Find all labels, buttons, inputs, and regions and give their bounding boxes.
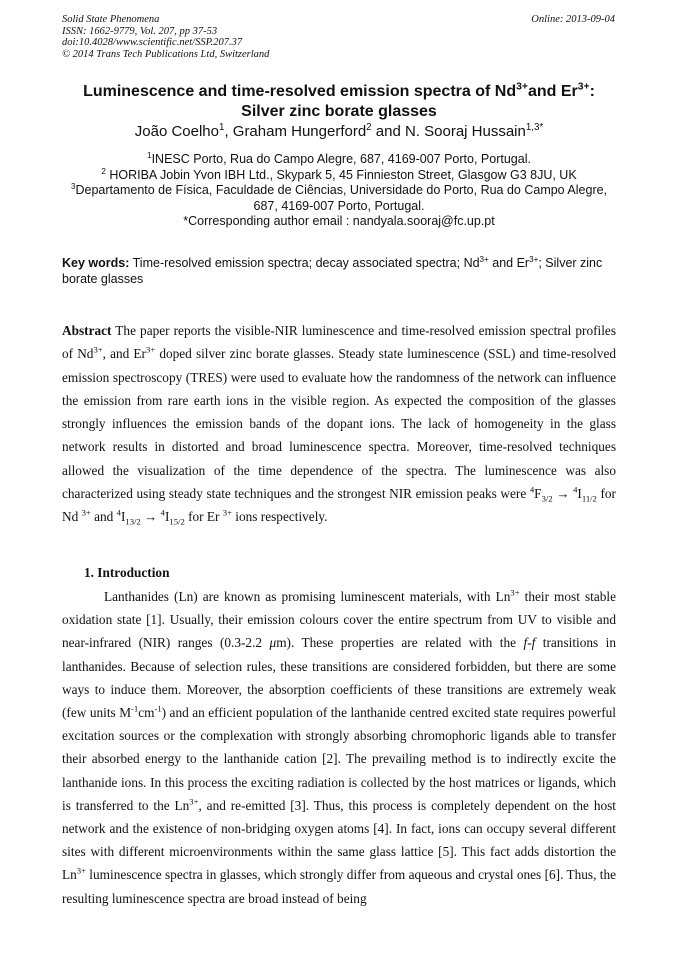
- affiliation-2: $^2$ HORIBA Jobin Yvon IBH Ltd., Skypark 5, 45 Finnieston Street, Glasgow G3 8JU, UK: [101, 166, 577, 182]
- keywords: Key words: Time-resolved emission spectra; decay associated spectra; $Nd^{3+}$ and $Er^{3+}$; Silver zinc borate glasses: [62, 254, 603, 286]
- title-line-2: Silver zinc borate glasses: [241, 103, 437, 120]
- introduction-body: [62, 585, 616, 910]
- doi-line: doi:10.4028/www.scientific.net/SSP.207.37: [62, 37, 243, 48]
- abstract: Abstract The paper reports the visible-NIR luminescence and time-resolved emission spectral profiles of $Nd^{3+}$, and $Er^{3+}$ doped silver zinc borate glasses. Steady state luminescence (SSL) and time-resolved emission spectroscopy (TRES) were used to evaluate how the randomness of the network can influence the emission from rare earth ions in the visible region. As expected the composition of the glasses strongly influences the emission bands of the dopant ions. The lack of homogeneity in the glass network results in distorted and broad luminescence spectra. Moreover, time-resolved techniques allowed the visualization of the time dependence of the spectra. The luminescence was also characterized using steady state techniques and the strongest NIR emission peaks were $^4F_{3/2} \to ^4I_{11/2}$ for Nd $^{3+}$ and $^4I_{13/2} \to ^4I_{15/2}$ for Er $^{3+}$ ions respectively.: [62, 323, 616, 528]
- paper-title: [62, 82, 616, 122]
- affiliations: [62, 152, 616, 230]
- affiliation-1: $^1$INESC Porto, Rua do Campo Alegre, 687, 4169-007 Porto, Portugal.: [147, 150, 531, 166]
- affiliation-3-cont: 687, 4169-007 Porto, Portugal.: [253, 198, 425, 213]
- author-list: João Coelho$^1$, Graham Hungerford$^2$ and N. Sooraj Hussain$^{1,3*}$: [134, 122, 544, 140]
- abstract-label: Abstract: [62, 323, 112, 338]
- online-date: Online: 2013-09-04: [531, 14, 615, 25]
- issn-line: ISSN: 1662-9779, Vol. 207, pp 37-53: [62, 25, 218, 37]
- affiliation-3: $^3$Departamento de Física, Faculdade de Ciências, Universidade do Porto, Rua do Campo Alegre,: [70, 181, 608, 197]
- corresponding-author: *Corresponding author email : nandyala.sooraj@fc.up.pt: [183, 214, 495, 228]
- section-heading-introduction: 1. Introduction: [84, 565, 170, 580]
- copyright-line: © 2014 Trans Tech Publications Ltd, Switzerland: [62, 48, 270, 60]
- journal-name: Solid State Phenomena: [62, 14, 160, 25]
- keywords-label: Key words:: [62, 256, 130, 270]
- intro-paragraph: Lanthanides (Ln) are known as promising luminescent materials, with $Ln^{3+}$ their most stable oxidation state [1]. Usually, their emission colours cover the entire spectrum from UV to visible and near-infrared (NIR) ranges (0.3-2.2 μm). These properties are related with the f-f transitions in lanthanides. Because of selection rules, these transitions are considered forbidden, but there are some ways to induce them. Moreover, the absorption coefficients of these transitions are extremely weak (few units $M^{-1}cm^{-1}$) and an efficient population of the lanthanide centred excited state requires powerful excitation sources or the complexation with strongly absorbing chromophoric ligands able to transfer their absorbed energy to the lanthanide cation [2]. The prevailing method is to indirectly excite the lanthanide ions. In this process the exciting radiation is collected by the host matrices or ligands, which is transferred to the $Ln^{3+}$, and re-emitted [3]. Thus, this process is completely dependent on the host network and the existence of non-bridging oxygen atoms [4]. In fact, ions can occupy several different sites with different microenvironments within the same glass lattice [5]. This fact adds distortion the $Ln^{3+}$ luminescence spectra in glasses, which strongly differ from aqueous and crystal ones [6]. Thus, the resulting luminescence spectra are broad instead of being: [62, 587, 617, 906]
- title-line-1: Luminescence and time-resolved emission spectra of $Nd^{3+}and$ $Er^{3+}$:: [83, 81, 595, 100]
- journal-header: [62, 14, 269, 60]
